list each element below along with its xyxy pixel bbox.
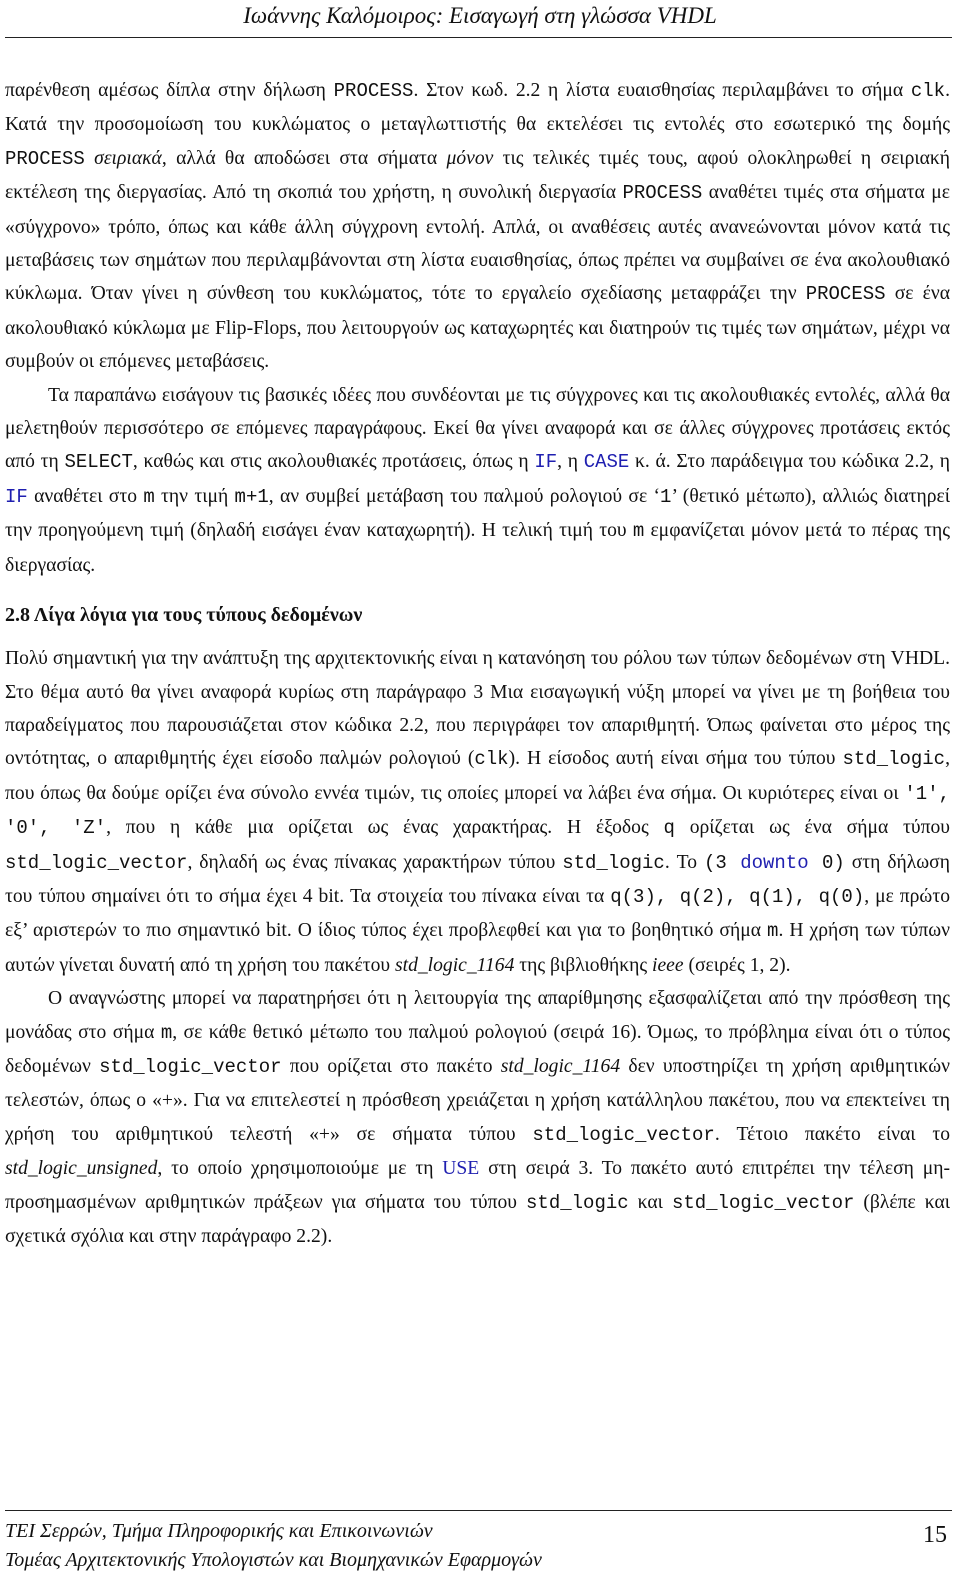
page-body <box>5 74 950 1253</box>
footer-line-department: ΤΕΙ Σερρών, Τμήμα Πληροφορικής και Επικοινωνιών <box>5 1520 433 1542</box>
paragraph-arithmetic-package: Ο αναγνώστης μπορεί να παρατηρήσει ότι η λειτουργία της απαρίθμησης εξασφαλίζεται από την πρόσθεση της μονάδας στο σήμα m, σε κάθε θετικό μέτωπο του παλμού ρολογιού (σειρά 16). Όμως, το πρόβλημα είναι ότι ο τύπος δεδομένων std_logic_vector που ορίζεται στο πακέτο std_logic_1164 δεν υποστηρίζει τη χρήση αριθμητικών τελεστών, όπως ο «+». Για να επιτελεστεί η πρόσθεση χρειάζεται η χρήση κατάλληλου πακέτου, που να επεκτείνει τη χρήση του αριθμητικού τελεστή «+» σε σήματα τύπου std_logic_vector. Τέτοιο πακέτο είναι το std_logic_unsigned, το οποίο χρησιμοποιούμε με τη USE στη σειρά 3. Το πακέτο αυτό επιτρέπει την τέλεση μη-προσημασμένων αριθμητικών πράξεων για σήματα του τύπου std_logic και std_logic_vector (βλέπε και σχετικά σχόλια και στην παράγραφο 2.2). <box>5 988 950 1247</box>
page-number: 15 <box>923 1522 947 1548</box>
paragraph-data-types: Πολύ σημαντική για την ανάπτυξη της αρχιτεκτονικής είναι η κατανόηση του ρόλου των τύπων δεδομένων στη VHDL. Στο θέμα αυτό θα γίνει αναφορά κυρίως στη παράγραφο 3 Μια εισαγωγική νύξη μπορεί να γίνει με τη βοήθεια του παραδείγματος που παρουσιάζεται στον κώδικα 2.2, που περιγράφει τον απαριθμητή. Όπως φαίνεται στο μέρος της οντότητας, ο απαριθμητής έχει είσοδο παλμών ρολογιού (clk). Η είσοδος αυτή είναι σήμα του τύπου std_logic, που όπως θα δούμε ορίζει ένα σύνολο εννέα τιμών, τις οποίες μπορεί να λάβει ένα σήμα. Οι κυριότερες είναι οι '1', '0', 'Z', που η κάθε μια ορίζεται ως ένας χαρακτήρας. Η έξοδος q ορίζεται ως ένα σήμα τύπου std_logic_vector, δηλαδή ως ένας πίνακας χαρακτήρων τύπου std_logic. Το (3 downto 0) στη δήλωση του τύπου σημαίνει ότι το σήμα έχει 4 bit. Τα στοιχεία του πίνακα είναι τα q(3), q(2), q(1), q(0), με πρώτο εξ’ αριστερών το πιο σημαντικό bit. Ο ίδιος τύπος έχει προβλεφθεί και για το βοηθητικό σήμα m. Η χρήση των τύπων αυτών γίνεται δυνατή από τη χρήση του πακέτου std_logic_1164 της βιβλιοθήκης ieee (σειρές 1, 2). <box>5 648 950 976</box>
section-heading: 2.8 Λίγα λόγια για τους τύπους δεδομένων <box>5 604 363 627</box>
footer-rule <box>5 1510 952 1511</box>
running-header: Ιωάννης Καλόμοιρος: Εισαγωγή στη γλώσσα VHDL <box>243 3 717 28</box>
header-rule <box>5 37 952 38</box>
paragraph-sequential-statements: Τα παραπάνω εισάγουν τις βασικές ιδέες που συνδέονται με τις σύγχρονες και τις ακολουθιακές εντολές, αλλά θα μελετηθούν περισσότερο σε επόμενες παραγράφους. Εκεί θα γίνει αναφορά και σε άλλες σύγχρονες προτάσεις εκτός από τη SELECT, καθώς και στις ακολουθιακές προτάσεις, όπως η IF, η CASE κ. ά. Στο παράδειγμα του κώδικα 2.2, η IF αναθέτει στο m την τιμή m+1, αν συμβεί μετάβαση του παλμού ρολογιού σε ‘1’ (θετικό μέτωπο), αλλιώς διατηρεί την προηγούμενη τιμή (δηλαδή εισάγει έναν καταχωρητή). Η τελική τιμή του m εμφανίζεται μόνον μετά το πέρας της διεργασίας. <box>5 384 950 576</box>
footer-line-division: Τομέας Αρχιτεκτονικής Υπολογιστών και Βιομηχανικών Εφαρμογών <box>5 1549 542 1571</box>
footer-institution <box>5 1517 542 1575</box>
paragraph-process-semantics: παρένθεση αμέσως δίπλα στην δήλωση PROCESS. Στον κωδ. 2.2 η λίστα ευαισθησίας περιλαμβάνει το σήμα clk. Κατά την προσομοίωση του κυκλώματος ο μεταγλωττιστής θα εκτελέσει τις εντολές στο εσωτερικό της δομής PROCESS σειριακά, αλλά θα αποδώσει στα σήματα μόνον τις τελικές τιμές τους, αφού ολοκληρωθεί η σειριακή εκτέλεση της διεργασίας. Από τη σκοπιά του χρήστη, η συνολική διεργασία PROCESS αναθέτει τιμές στα σήματα με «σύγχρονο» τρόπο, όπως και κάθε άλλη σύγχρονη εντολή. Απλά, οι αναθέσεις αυτές ανανεώνονται μόνον κατά τις μεταβάσεις των σημάτων που περιλαμβάνονται στη λίστα ευαισθησίας, όπως πρέπει να συμβαίνει σε ένα ακολουθιακό κύκλωμα. Όταν γίνει η σύνθεση του κυκλώματος, τότε το εργαλείο σχεδίασης μεταφράζει την PROCESS σε ένα ακολουθιακό κύκλωμα με Flip-Flops, που λειτουργούν ως καταχωρητές και διατηρούν τις τιμές των σημάτων, μέχρι να συμβούν οι επόμενες μεταβάσεις. <box>5 80 950 373</box>
